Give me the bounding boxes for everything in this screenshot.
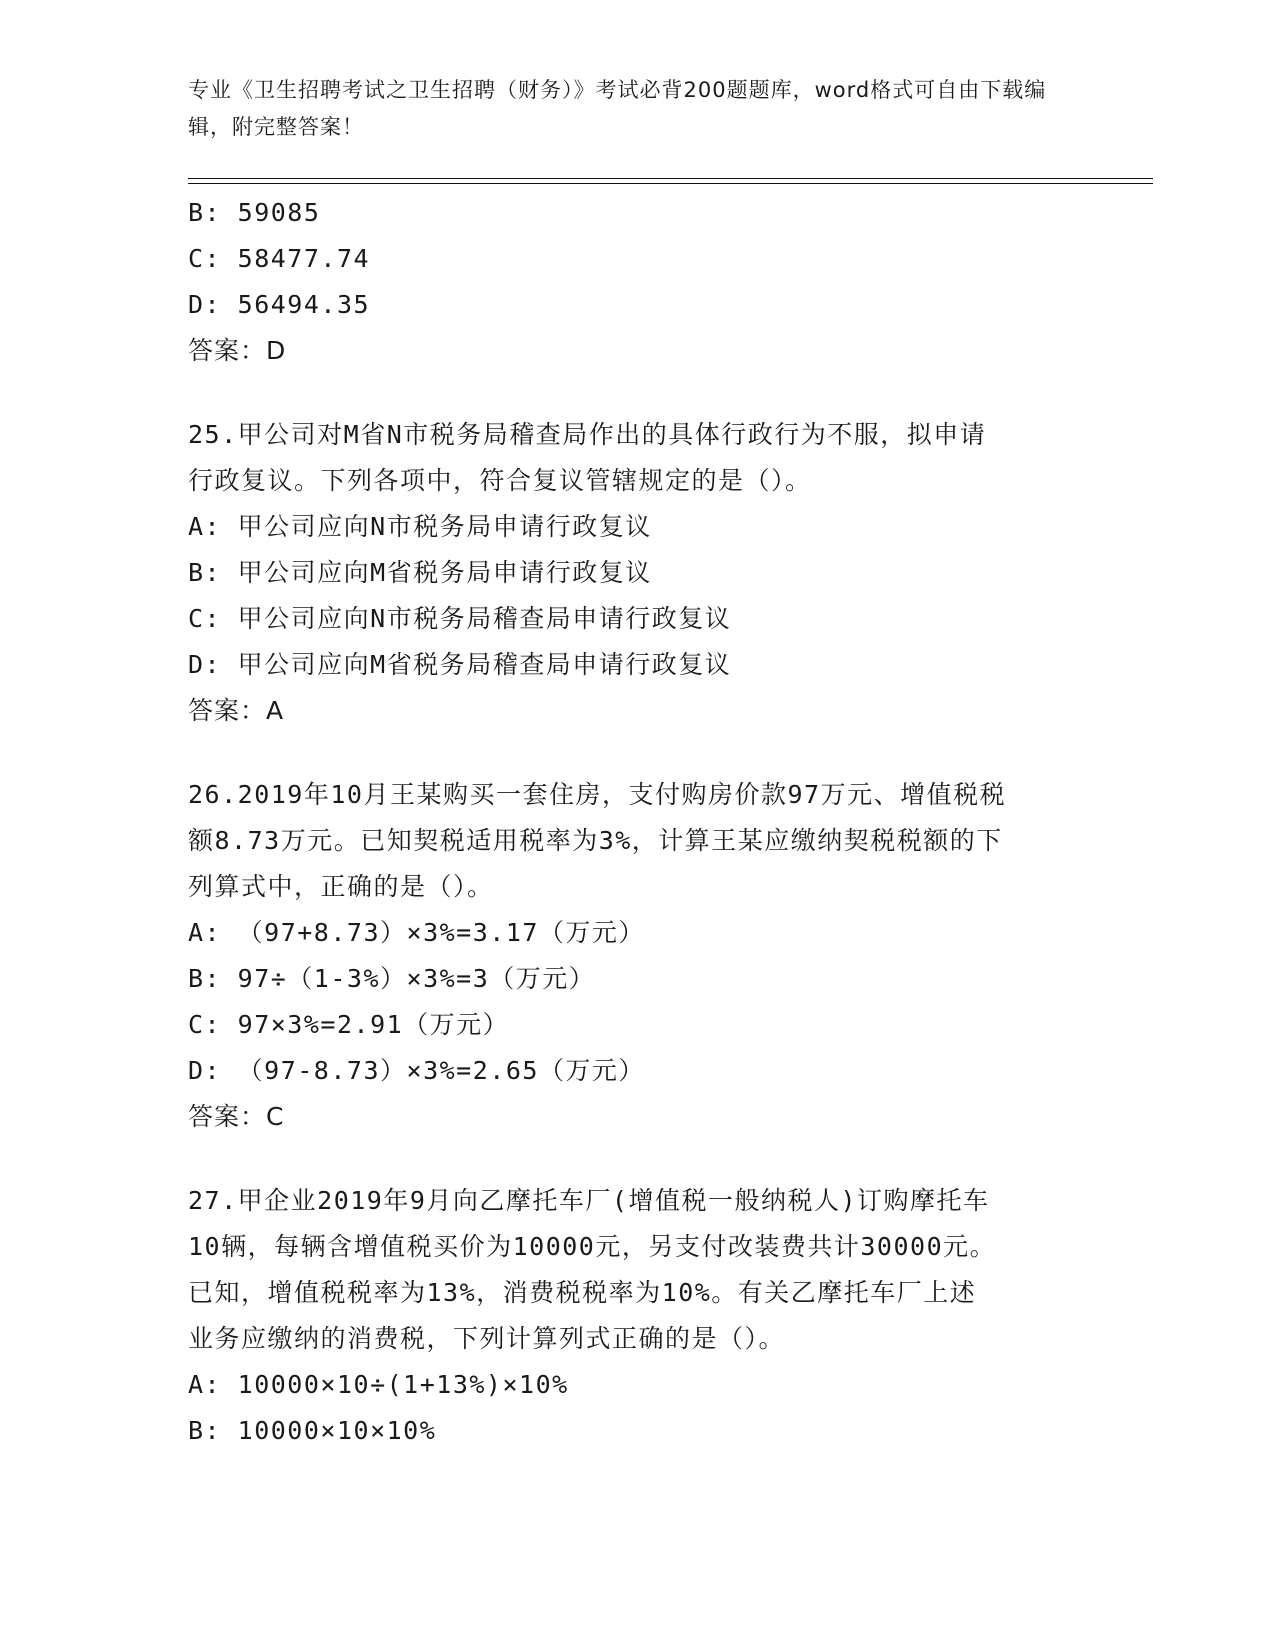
header-rule-bottom: [188, 183, 1153, 184]
document-body: [188, 190, 1088, 1454]
question-26: [188, 772, 1088, 1140]
option-d: D: 甲公司应向M省税务局稽查局申请行政复议: [188, 650, 732, 679]
answer-label: 答案：D: [188, 336, 287, 365]
option-d: D: 56494.35: [188, 290, 371, 319]
header-text: 专业《卫生招聘考试之卫生招聘（财务）》考试必背200题题库，word格式可自由下载编辑，附完整答案！: [188, 78, 1047, 139]
question-stem-line: 行政复议。下列各项中，符合复议管辖规定的是（）。: [188, 466, 812, 495]
option-b: B: 甲公司应向M省税务局申请行政复议: [188, 558, 652, 587]
question-stem-line: 业务应缴纳的消费税，下列计算列式正确的是（）。: [188, 1324, 786, 1353]
option-b: B: 59085: [188, 198, 321, 227]
question-27: [188, 1178, 1088, 1454]
option-b: B: 97÷（1-3%）×3%=3（万元）: [188, 964, 596, 993]
question-stem-line: 列算式中，正确的是（）。: [188, 872, 494, 901]
question-stem-line: 27.甲企业2019年9月向乙摩托车厂(增值税一般纳税人)订购摩托车: [188, 1186, 990, 1215]
option-a: A: （97+8.73）×3%=3.17（万元）: [188, 918, 645, 947]
question-stem-line: 已知，增值税税率为13%，消费税税率为10%。有关乙摩托车厂上述: [188, 1278, 977, 1307]
question-stem-line: 额8.73万元。已知契税适用税率为3%，计算王某应缴纳契税税额的下: [188, 826, 1003, 855]
question-stem-line: 10辆，每辆含增值税买价为10000元，另支付改装费共计30000元。: [188, 1232, 997, 1261]
option-d: D: （97-8.73）×3%=2.65（万元）: [188, 1056, 645, 1085]
option-c: C: 甲公司应向N市税务局稽查局申请行政复议: [188, 604, 732, 633]
question-stem-line: 25.甲公司对M省N市税务局稽查局作出的具体行政行为不服，拟申请: [188, 420, 987, 449]
answer-label: 答案：C: [188, 1102, 285, 1131]
option-b: B: 10000×10×10%: [188, 1416, 437, 1445]
option-a: A: 甲公司应向N市税务局申请行政复议: [188, 512, 652, 541]
document-header: [188, 72, 1088, 146]
question-stem-line: 26.2019年10月王某购买一套住房，支付购房价款97万元、增值税税: [188, 780, 1007, 809]
header-rule-top: [188, 178, 1153, 179]
option-c: C: 58477.74: [188, 244, 371, 273]
question-25: [188, 412, 1088, 734]
option-c: C: 97×3%=2.91（万元）: [188, 1010, 510, 1039]
answer-label: 答案：A: [188, 696, 285, 725]
question-24: [188, 190, 1088, 374]
option-a: A: 10000×10÷(1+13%)×10%: [188, 1370, 569, 1399]
